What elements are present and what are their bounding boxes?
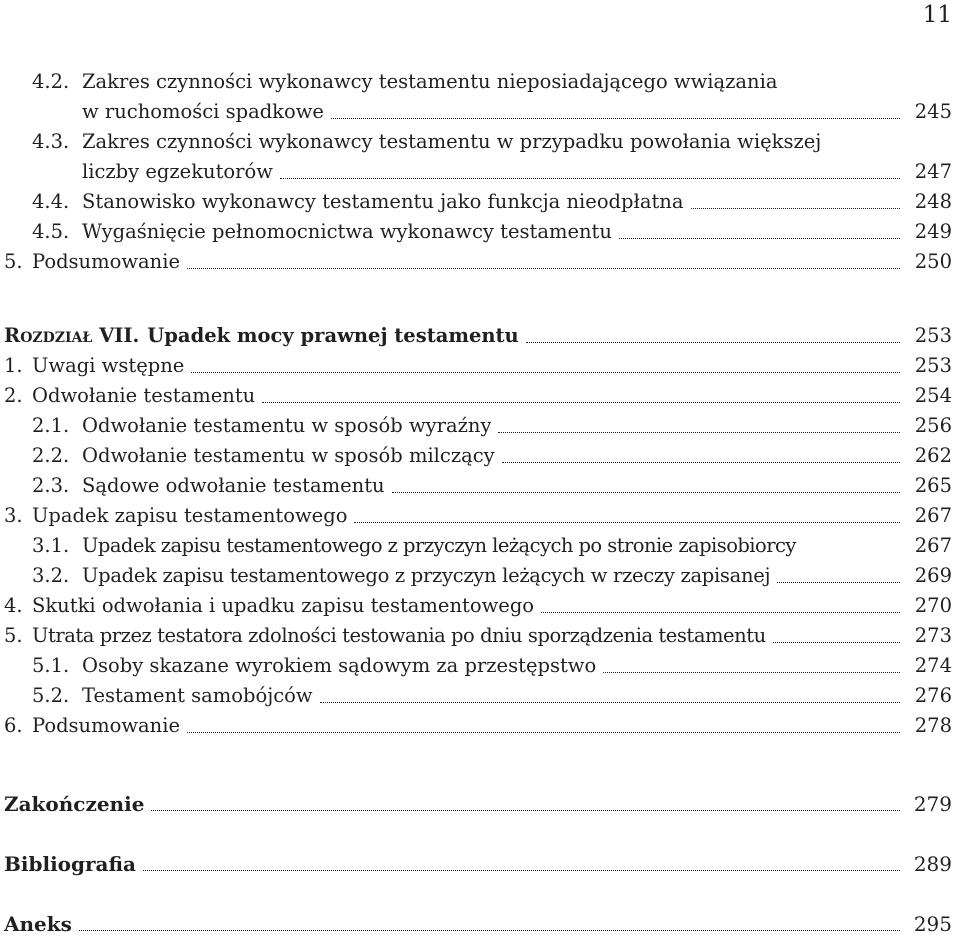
entry-number: 3.2. xyxy=(32,564,70,587)
entry-page: 253 xyxy=(914,354,952,377)
entry-title: Upadek zapisu testamentowego z przyczyn leżących w rzeczy zapisanej xyxy=(82,564,771,587)
toc-entry[interactable] xyxy=(32,124,952,154)
entry-title: liczby egzekutorów xyxy=(82,160,273,183)
entry-page: 267 xyxy=(914,504,952,527)
entry-number: 2. xyxy=(4,384,23,407)
entry-title: Testament samobójców xyxy=(82,684,313,707)
dot-leader xyxy=(79,929,900,931)
entry-number: 5.1. xyxy=(32,654,70,677)
entry-title: Zakres czynności wykonawcy testamentu w przypadku powołania większej xyxy=(82,130,822,153)
toc-entry-continuation[interactable] xyxy=(82,154,952,184)
toc-entry[interactable] xyxy=(4,378,952,408)
entry-title: Podsumowanie xyxy=(32,714,181,737)
entry-title: Skutki odwołania i upadku zapisu testamentowego xyxy=(32,594,535,617)
entry-title: Stanowisko wykonawcy testamentu jako funkcja nieodpłatna xyxy=(82,190,684,213)
chapter-title: Upadek mocy prawnej testamentu xyxy=(147,324,519,347)
entry-title: Wygaśnięcie pełnomocnictwa wykonawcy testamentu xyxy=(82,220,612,243)
entry-page: 276 xyxy=(914,684,952,707)
dot-leader xyxy=(691,207,901,209)
entry-title: Upadek zapisu testamentowego xyxy=(32,504,348,527)
entry-page: 279 xyxy=(913,792,952,816)
dot-leader xyxy=(498,431,900,433)
dot-leader xyxy=(603,671,900,673)
entry-title: Odwołanie testamentu w sposób wyraźny xyxy=(82,414,492,437)
chapter-label: Rozdział VII. xyxy=(4,324,140,347)
dot-leader xyxy=(392,491,900,493)
entry-page: 270 xyxy=(914,594,952,617)
entry-page: 267 xyxy=(914,534,952,557)
entry-page: 256 xyxy=(914,414,952,437)
toc-section-heading[interactable] xyxy=(4,846,952,876)
entry-number: 2.3. xyxy=(32,474,70,497)
toc-entry[interactable] xyxy=(4,708,952,738)
dot-leader xyxy=(354,521,900,523)
toc-entry[interactable] xyxy=(4,244,952,274)
entry-number: 4.4. xyxy=(32,190,70,213)
dot-leader xyxy=(191,371,900,373)
entry-page: 245 xyxy=(914,100,952,123)
toc-entry[interactable] xyxy=(32,214,952,244)
entry-number: 2.1. xyxy=(32,414,70,437)
toc-entry[interactable] xyxy=(4,618,952,648)
section-title: Bibliografia xyxy=(4,852,137,876)
toc-entry[interactable] xyxy=(32,438,952,468)
toc-entry[interactable] xyxy=(32,678,952,708)
toc-entry[interactable] xyxy=(4,498,952,528)
dot-leader xyxy=(280,177,900,179)
toc-section-heading[interactable] xyxy=(4,906,952,936)
entry-number: 5. xyxy=(4,624,23,647)
entry-page: 278 xyxy=(914,714,952,737)
toc-entry[interactable] xyxy=(32,64,952,94)
toc-entry[interactable] xyxy=(32,408,952,438)
entry-number: 3. xyxy=(4,504,23,527)
toc-entry[interactable] xyxy=(4,348,952,378)
entry-title: Odwołanie testamentu xyxy=(32,384,256,407)
dot-leader xyxy=(541,611,900,613)
entry-page: 250 xyxy=(914,250,952,273)
dot-leader xyxy=(773,641,900,643)
entry-page: 269 xyxy=(914,564,952,587)
dot-leader xyxy=(187,731,900,733)
dot-leader xyxy=(502,461,900,463)
entry-title: w ruchomości spadkowe xyxy=(82,100,324,123)
dot-leader xyxy=(151,809,900,811)
entry-number: 3.1. xyxy=(32,534,70,557)
dot-leader xyxy=(331,117,900,119)
dot-leader xyxy=(187,267,900,269)
toc-chapter-heading[interactable] xyxy=(4,318,952,348)
entry-title: Odwołanie testamentu w sposób milczący xyxy=(82,444,495,467)
entry-title: Utrata przez testatora zdolności testowania po dniu sporządzenia testamentu xyxy=(32,624,766,647)
entry-number: 6. xyxy=(4,714,23,737)
entry-title: Osoby skazane wyrokiem sądowym za przestępstwo xyxy=(82,654,597,677)
dot-leader xyxy=(526,341,900,343)
entry-number: 2.2. xyxy=(32,444,70,467)
entry-number: 4.2. xyxy=(32,70,70,93)
dot-leader xyxy=(777,581,900,583)
entry-number: 5. xyxy=(4,250,23,273)
entry-page: 265 xyxy=(914,474,952,497)
entry-number: 4.3. xyxy=(32,130,70,153)
page-number: 11 xyxy=(922,2,952,28)
entry-page: 247 xyxy=(914,160,952,183)
dot-leader xyxy=(262,401,900,403)
entry-page: 253 xyxy=(914,324,952,347)
toc-entry[interactable] xyxy=(32,648,952,678)
toc-entry[interactable] xyxy=(4,588,952,618)
entry-page: 274 xyxy=(914,654,952,677)
entry-page: 295 xyxy=(913,912,952,936)
entry-title: Uwagi wstępne xyxy=(32,354,185,377)
toc-entry[interactable] xyxy=(32,184,952,214)
entry-number: 1. xyxy=(4,354,23,377)
entry-number: 4. xyxy=(4,594,23,617)
toc-section-heading[interactable] xyxy=(4,786,952,816)
entry-number: 4.5. xyxy=(32,220,70,243)
entry-title: Zakres czynności wykonawcy testamentu nieposiadającego wwiązania xyxy=(82,70,778,93)
entry-title: Upadek zapisu testamentowego z przyczyn leżących po stronie zapisobiorcy xyxy=(82,534,796,557)
entry-title: Sądowe odwołanie testamentu xyxy=(82,474,385,497)
entry-page: 254 xyxy=(914,384,952,407)
entry-title: Podsumowanie xyxy=(32,250,181,273)
toc-entry[interactable] xyxy=(32,468,952,498)
toc-entry-continuation[interactable] xyxy=(82,94,952,124)
dot-leader xyxy=(320,701,900,703)
toc-entry[interactable] xyxy=(32,528,952,558)
section-title: Zakończenie xyxy=(4,792,145,816)
section-title: Aneks xyxy=(4,912,72,936)
toc-entry[interactable] xyxy=(32,558,952,588)
dot-leader xyxy=(619,237,900,239)
dot-leader xyxy=(143,869,900,871)
entry-page: 273 xyxy=(914,624,952,647)
entry-page: 289 xyxy=(913,852,952,876)
entry-page: 262 xyxy=(914,444,952,467)
entry-number: 5.2. xyxy=(32,684,70,707)
entry-page: 248 xyxy=(914,190,952,213)
entry-page: 249 xyxy=(914,220,952,243)
